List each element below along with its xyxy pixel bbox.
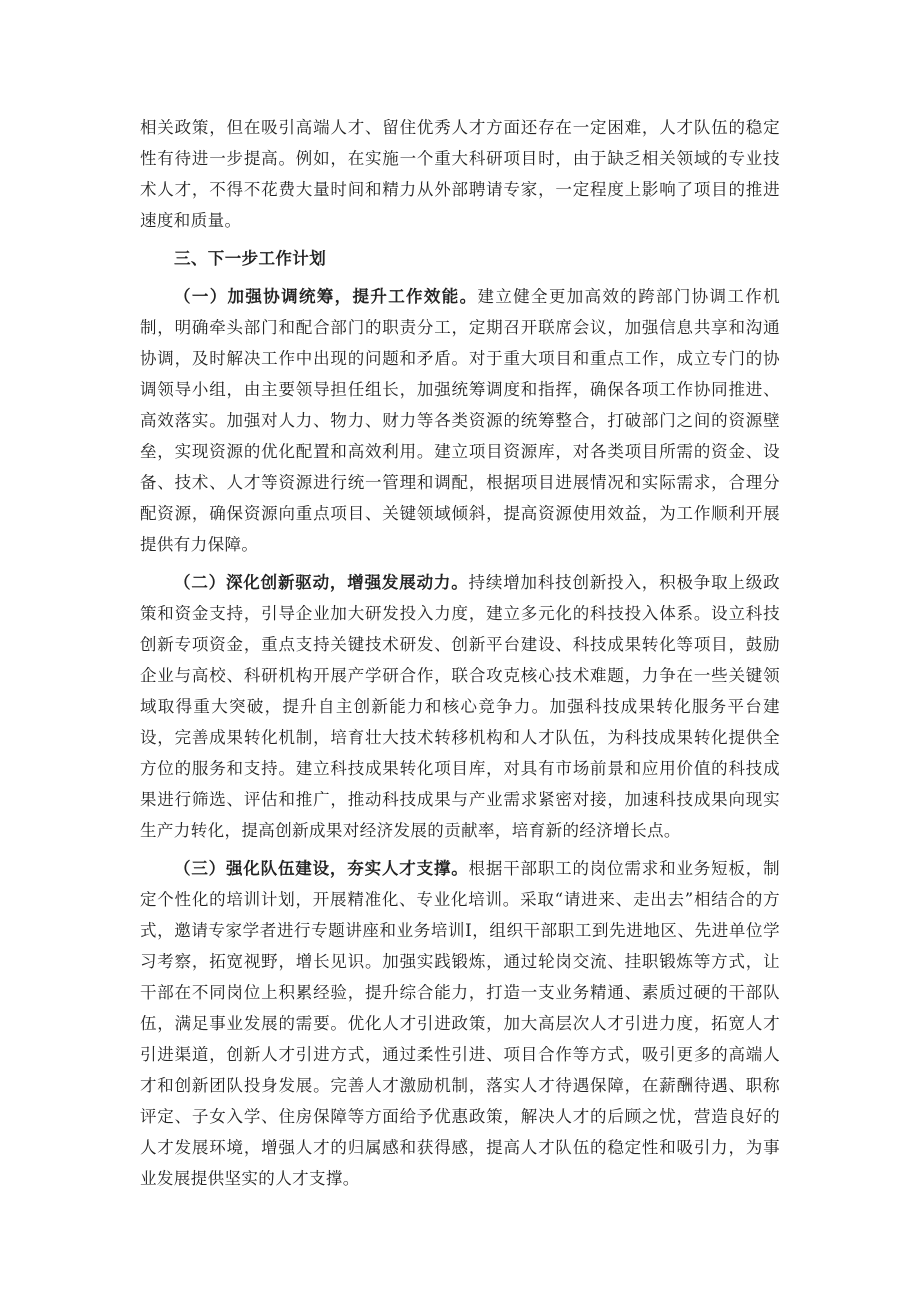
- item-2-body: 持续增加科技创新投入，积极争取上级政策和资金支持，引导企业加大研发投入力度，建立多元化的科技投入体系。设立科技创新专项资金，重点支持关键技术研发、创新平台建设、科技成果转化等项目，鼓励企业与高校、科研机构开展产学研合作，联合攻克核心技术难题，力争在一些关键领域取得重大突破，提升自主创新能力和核心竞争力。加强科技成果转化服务平台建设，完善成果转化机制，培育壮大技术转移机构和人才队伍，为科技成果转化提供全方位的服务和支持。建立科技成果转化项目库，对具有市场前景和应用价值的科技成果进行筛选、评估和推广，推动科技成果与产业需求紧密对接，加速科技成果向现实生产力转化，提高创新成果对经济发展的贡献率，培育新的经济增长点。: [140, 573, 780, 840]
- paragraph-item-1: [140, 281, 780, 560]
- paragraph-item-2: [140, 567, 780, 846]
- item-1-lead: （一）加强协调统筹，提升工作效能。: [174, 287, 478, 306]
- item-3-body: 根据干部职工的岗位需求和业务短板，制定个性化的培训计划，开展精准化、专业化培训。采取“请进来、走出去”相结合的方式，邀请专家学者进行专题讲座和业务培训I，组织干部职工到先进地区、先进单位学习考察，拓宽视野，增长见识。加强实践锻炼，通过轮岗交流、挂职锻炼等方式，让干部在不同岗位上积累经验，提升综合能力，打造一支业务精通、素质过硬的干部队伍，满足事业发展的需要。优化人才引进政策，加大高层次人才引进力度，拓宽人才引进渠道，创新人才引进方式，通过柔性引进、项目合作等方式，吸引更多的高端人才和创新团队投身发展。完善人才激励机制，落实人才待遇保障，在薪酬待遇、职称评定、子女入学、住房保障等方面给予优惠政策，解决人才的后顾之忧，营造良好的人才发展环境，增强人才的归属感和获得感，提高人才队伍的稳定性和吸引力，为事业发展提供坚实的人才支撑。: [140, 859, 780, 1188]
- item-2-lead: （二）深化创新驱动，增强发展动力。: [174, 573, 469, 592]
- paragraph-item-3: [140, 853, 780, 1194]
- paragraph-continued: 相关政策，但在吸引高端人才、留住优秀人才方面还存在一定困难，人才队伍的稳定性有待进一步提高。例如，在实施一个重大科研项目时，由于缺乏相关领域的专业技术人才，不得不花费大量时间和精力从外部聘请专家，一定程度上影响了项目的推进速度和质量。: [140, 118, 780, 230]
- item-1-body: 建立健全更加高效的跨部门协调工作机制，明确牵头部门和配合部门的职责分工，定期召开联席会议，加强信息共享和沟通协调，及时解决工作中出现的问题和矛盾。对于重大项目和重点工作，成立专门的协调领导小组，由主要领导担任组长，加强统筹调度和指挥，确保各项工作协同推进、高效落实。加强对人力、物力、财力等各类资源的统筹整合，打破部门之间的资源壁垒，实现资源的优化配置和高效利用。建立项目资源库，对各类项目所需的资金、设备、技术、人才等资源进行统一管理和调配，根据项目进展情况和实际需求，合理分配资源，确保资源向重点项目、关键领域倾斜，提高资源使用效益，为工作顺利开展提供有力保障。: [140, 287, 780, 554]
- section-heading: 三、下一步工作计划: [174, 249, 327, 268]
- item-3-lead: （三）强化队伍建设，夯实人才支撑。: [174, 859, 469, 878]
